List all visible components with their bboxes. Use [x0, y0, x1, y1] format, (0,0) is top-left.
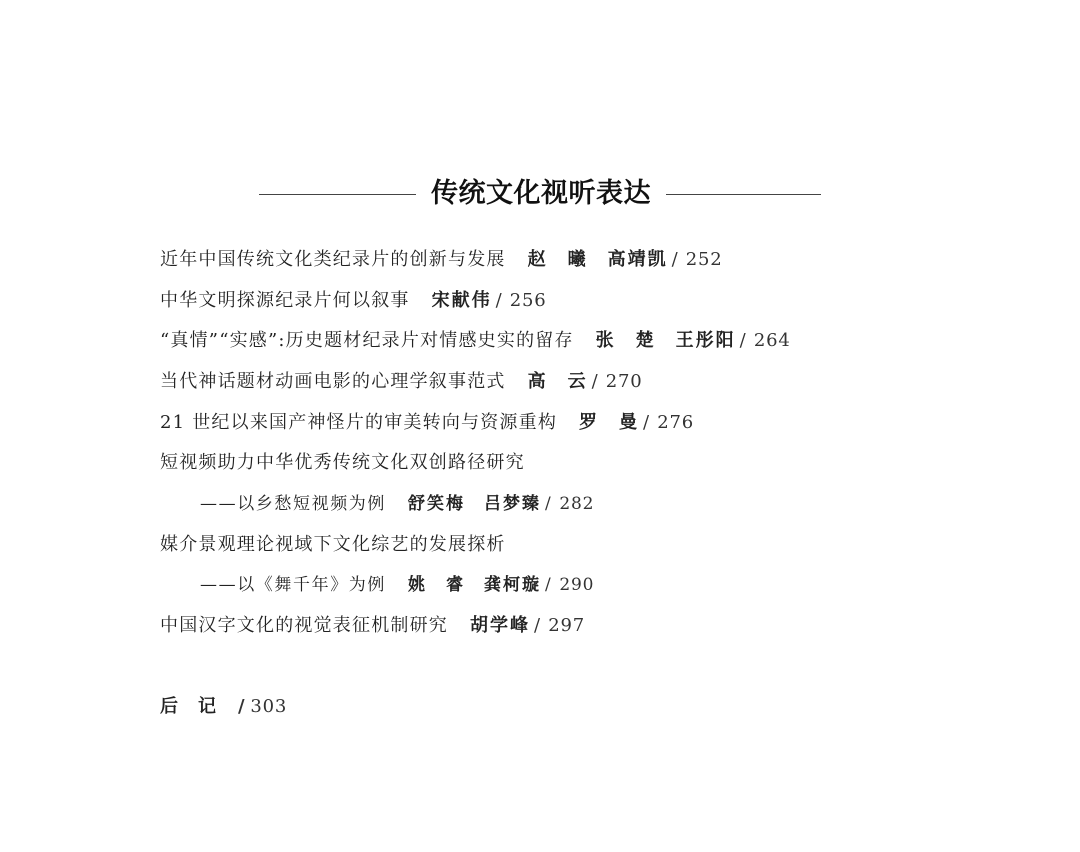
entry-title: “真情”“实感”:历史题材纪录片对情感史实的留存	[160, 330, 574, 351]
heading-rule-right	[666, 194, 821, 195]
entry-authors: 高 云	[527, 371, 588, 392]
entry-authors: 胡学峰	[470, 615, 530, 636]
afterword-title: 后记	[160, 696, 236, 717]
afterword-separator: /	[238, 696, 245, 717]
toc-entry-subtitle-line[interactable]	[200, 490, 594, 518]
entry-authors: 罗 曼	[579, 412, 640, 433]
entry-title: 近年中国传统文化类纪录片的创新与发展	[160, 249, 506, 270]
entry-authors: 宋献伟	[431, 290, 492, 311]
entry-page-number: 252	[685, 249, 723, 270]
entry-title: 短视频助力中华优秀传统文化双创路径研究	[160, 452, 525, 473]
entry-page-number: 270	[605, 371, 643, 392]
toc-entry-subtitle-line[interactable]	[200, 571, 594, 599]
entry-page-number: 276	[657, 412, 694, 433]
entry-title: 中国汉字文化的视觉表征机制研究	[160, 615, 448, 636]
entry-title: 中华文明探源纪录片何以叙事	[160, 290, 410, 311]
toc-entry[interactable]	[160, 287, 547, 315]
entry-authors: 舒笑梅 吕梦臻	[408, 494, 541, 514]
afterword-page-number: 303	[250, 696, 288, 717]
section-heading	[0, 176, 1080, 216]
entry-separator: /	[643, 412, 651, 433]
toc-entry-title-line[interactable]	[160, 531, 506, 559]
entry-page-number: 264	[753, 330, 791, 351]
toc-entry[interactable]	[160, 368, 643, 396]
afterword-entry[interactable]	[160, 693, 287, 721]
entry-separator: /	[671, 249, 679, 270]
entry-authors: 赵 曦 高靖凯	[527, 249, 668, 270]
toc-entry[interactable]	[160, 246, 723, 274]
entry-title: 媒介景观理论视域下文化综艺的发展探析	[160, 534, 506, 555]
heading-rule-left	[259, 194, 416, 195]
entry-title: 当代神话题材动画电影的心理学叙事范式	[160, 371, 506, 392]
entry-page-number: 256	[509, 290, 547, 311]
entry-separator: /	[739, 330, 747, 351]
toc-entry-title-line[interactable]	[160, 449, 525, 477]
entry-page-number: 290	[559, 575, 595, 595]
entry-separator: /	[495, 290, 503, 311]
entry-subtitle: ——以《舞千年》为例	[200, 575, 386, 595]
entry-page-number: 282	[559, 494, 595, 514]
entry-authors: 张 楚 王彤阳	[595, 330, 736, 351]
toc-entry[interactable]	[160, 612, 585, 640]
entry-separator: /	[591, 371, 599, 392]
entry-separator: /	[534, 615, 542, 636]
entry-separator: /	[545, 575, 553, 595]
toc-entry[interactable]	[160, 327, 791, 355]
toc-entry[interactable]	[160, 409, 694, 437]
entry-separator: /	[545, 494, 553, 514]
entry-page-number: 297	[548, 615, 585, 636]
entry-title: 21 世纪以来国产神怪片的审美转向与资源重构	[160, 412, 558, 433]
entry-subtitle: ——以乡愁短视频为例	[200, 494, 386, 514]
section-title: 传统文化视听表达	[431, 178, 651, 209]
entry-authors: 姚 睿 龚柯璇	[408, 575, 541, 595]
